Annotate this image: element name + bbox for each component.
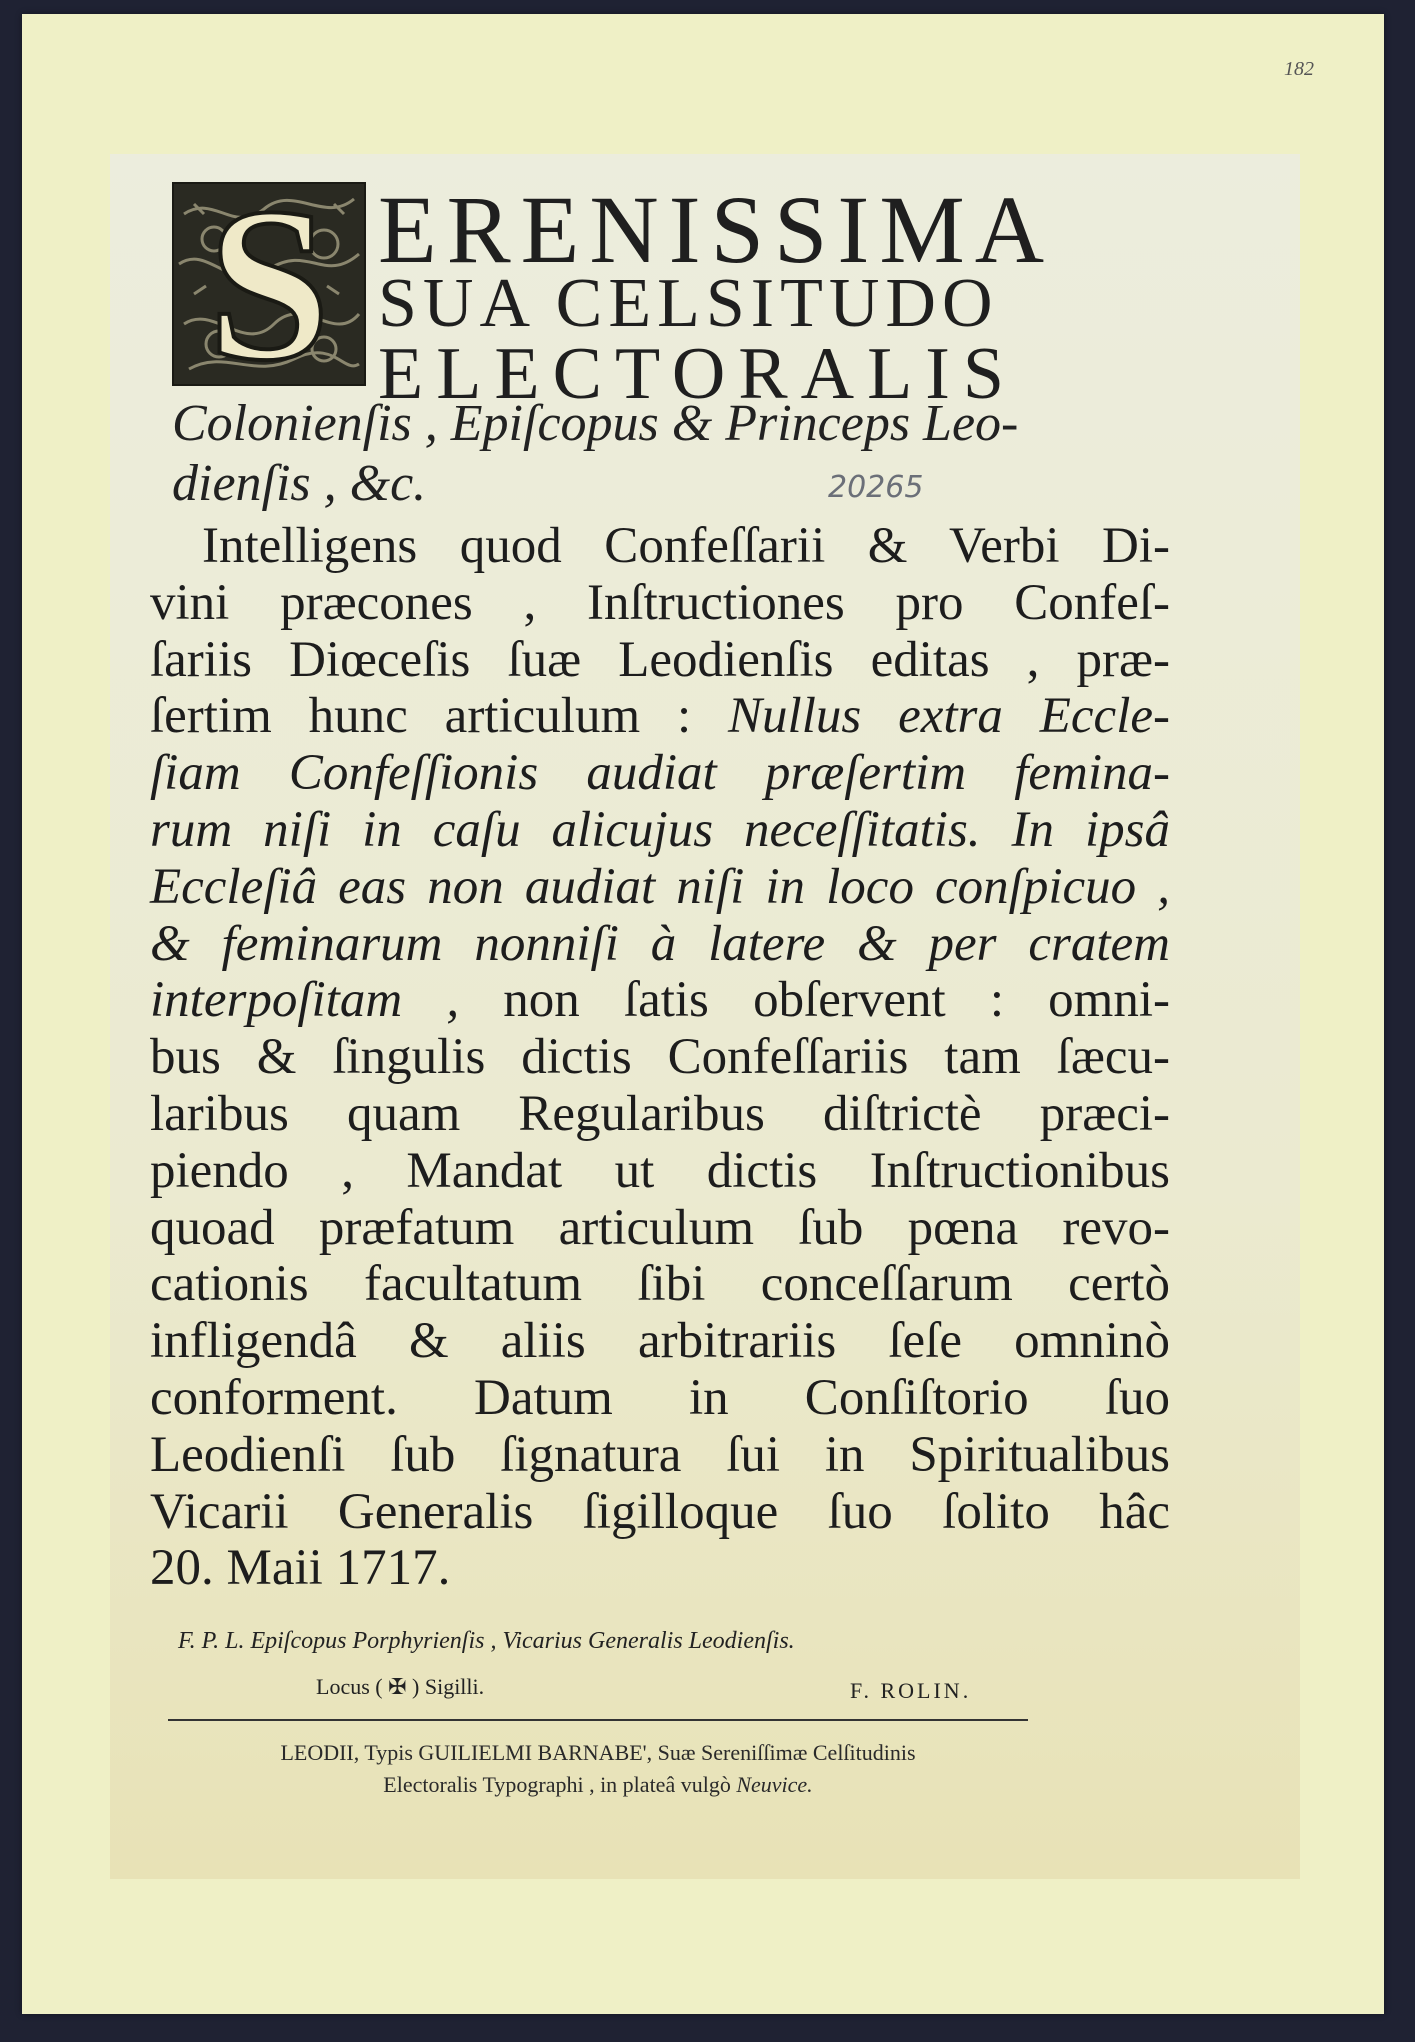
body-line [150,518,1170,575]
decorated-initial [172,182,366,386]
body-line [150,802,1170,859]
body-text-span: 20. Maii 1717. [150,1540,451,1597]
body-text-span: ſiam Confeſſionis audiat præſertim femina- [150,745,1170,802]
seal-placeholder: Locus ( ✠ ) Sigilli. [316,1674,485,1699]
body-line [150,745,1170,802]
body-line [150,1313,1170,1370]
body-line [150,916,1170,973]
body-line [150,1143,1170,1200]
body-line [150,859,1170,916]
title-line-2: SUA CELSITUDO [378,265,999,342]
body-line [150,632,1170,689]
body-text-span: piendo , Mandat ut dictis Inſtructionibus [150,1142,1170,1199]
style-line-1: Colonienſis , Epiſcopus & Princeps Leo- [172,395,1019,452]
body-text-span: cationis facultatum ſibi conceſſarum certò [150,1256,1170,1313]
body-line [150,1029,1170,1086]
body-text-span: non ſatis obſervent : omni- [503,972,1170,1029]
imprint-street: Neuvice. [736,1772,813,1797]
folio-number: 182 [1284,58,1314,80]
archive-sheet [22,14,1384,2014]
body-text-span: vini præcones , Inſtructiones pro Confeſ- [150,574,1170,631]
body-text-span: laribus quam Regularibus diſtrictè præci- [150,1085,1170,1142]
body-text-span: bus & ſingulis dictis Confeſſariis tam ſæcu- [150,1029,1170,1086]
printer-imprint-line-2 [168,1772,1028,1798]
body-text-span: & feminarum nonniſi à latere & per cratem [150,915,1170,972]
printer-imprint-line-1: LEODII, Typis GUILIELMI BARNABE', Suæ Sereniſſimæ Celſitudinis [280,1740,916,1765]
initial-letter: S [207,182,331,386]
body-text-span: ſertim hunc articulum : [150,688,729,745]
body-line [150,1370,1170,1427]
body-line [150,1256,1170,1313]
body-text-span: conforment. Datum in Conſiſtorio ſuo [150,1369,1170,1426]
body-line [150,1484,1170,1541]
body-text-span: Leodienſi ſub ſignatura ſui in Spiritualibus [150,1426,1170,1483]
body-text-span: rum niſi in caſu alicujus neceſſitatis. In ipsâ [150,801,1170,858]
body-text-span: infligendâ & aliis arbitrariis ſeſe omninò [150,1313,1170,1370]
body-text-span: Eccleſiâ eas non audiat niſi in loco conſpicuo , [150,858,1170,915]
body-line [150,688,1170,745]
body-line [150,1086,1170,1143]
handwritten-number: 20265 [828,470,924,505]
divider-rule [168,1719,1028,1721]
imprint-text: Electoralis Typographi , in plateâ vulgò [383,1772,737,1797]
body-text-span: Intelligens quod Confeſſarii & Verbi Di- [202,518,1170,574]
body-line [150,575,1170,632]
body-line [150,1427,1170,1484]
body-text-span: ſariis Diœceſis ſuæ Leodienſis editas , præ- [150,631,1170,688]
body-line [150,1200,1170,1257]
body-text-span: Vicarii Generalis ſigilloque ſuo ſolito hâc [150,1483,1170,1540]
body-line [150,972,1170,1029]
style-line-2: dienſis , &c. [172,455,427,512]
body-text-span: interpoſitam , [150,972,504,1029]
title-line-3: ELECTORALIS [378,333,1018,415]
body-text-span: quoad præfatum articulum ſub pœna revo- [150,1199,1170,1256]
signature-line: F. P. L. Epiſcopus Porphyrienſis , Vicarius Generalis Leodienſis. [178,1628,795,1654]
ordinance-body [150,518,1170,1597]
body-text-span: Nullus extra Eccle- [728,688,1170,745]
printed-ordinance [110,154,1300,1879]
title-line-1: ERENISSIMA [378,176,1055,283]
body-line [150,1540,1170,1597]
secretary-name: F. ROLIN. [850,1678,972,1703]
